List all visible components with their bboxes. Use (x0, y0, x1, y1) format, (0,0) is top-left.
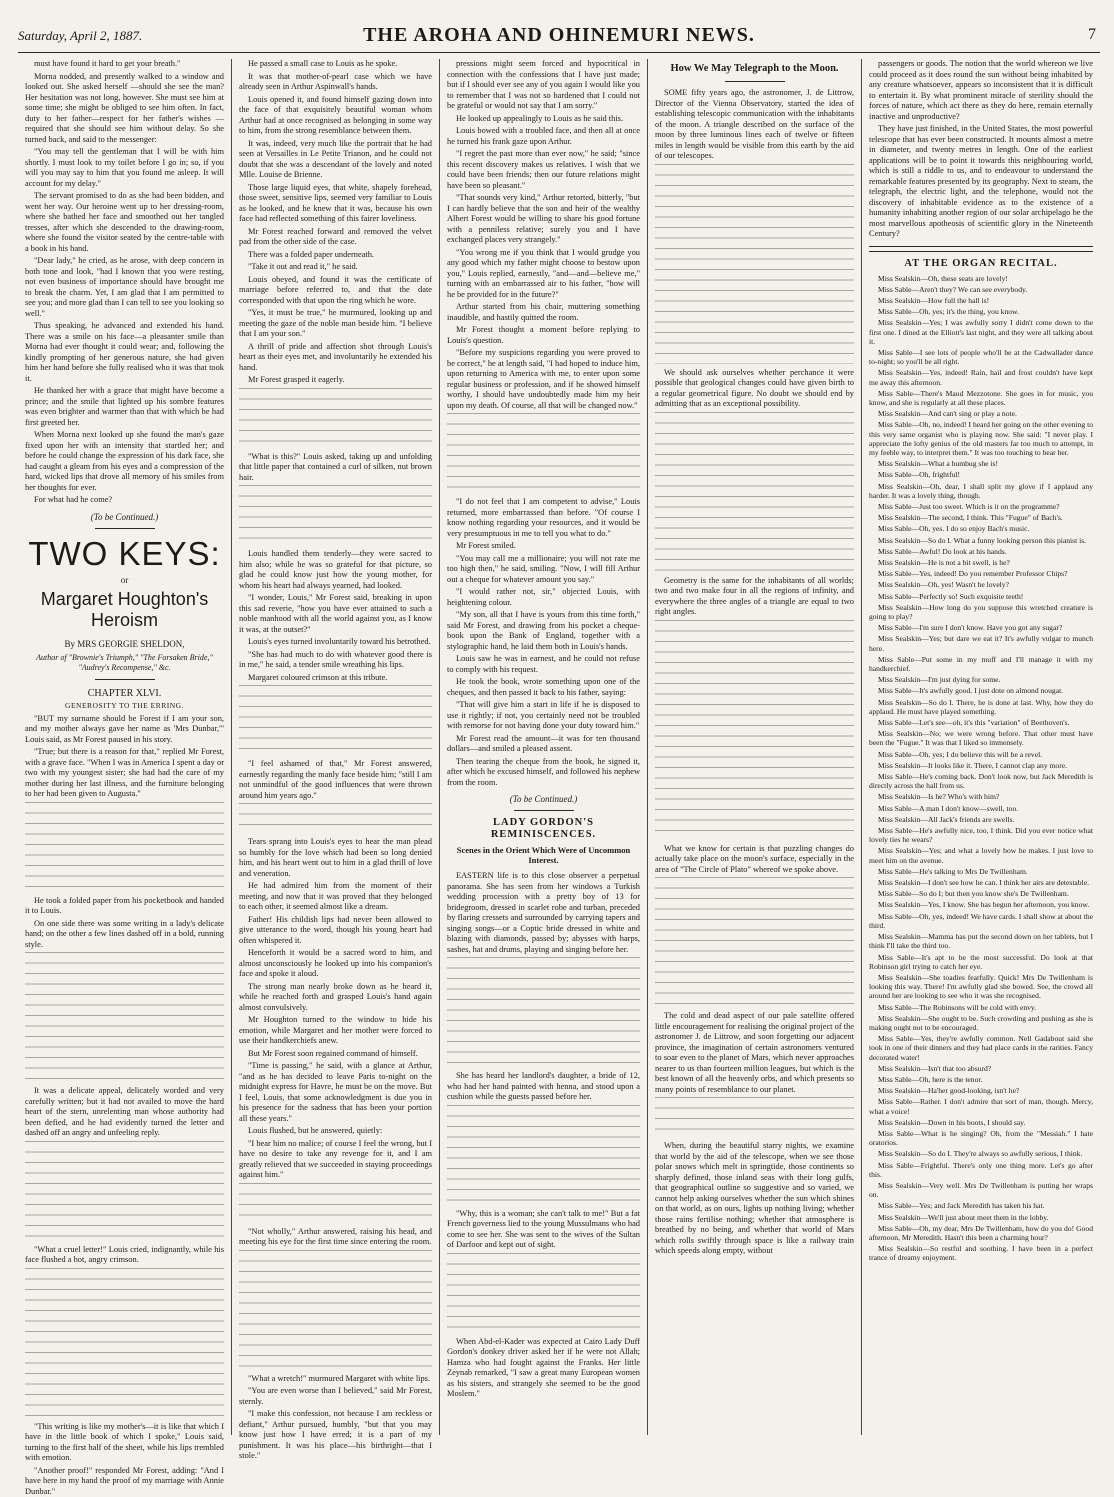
paragraph: "I would rather not, sir," objected Louis, with heightening colour. (447, 587, 640, 608)
paragraph: Mr Forest read the amount—it was for ten thousand dollars—and smiled a pleased assent. (447, 734, 640, 755)
text-lines (239, 388, 432, 448)
text-lines (655, 1097, 854, 1137)
paragraph: "Take it out and read it," he said. (239, 262, 432, 273)
dialogue-line: Miss Sable—It's apt to be the most successful. Do look at that Robinson girl trying to catch her eye. (869, 953, 1093, 971)
paragraph: When Morna next looked up she found the man's gaze fixed upon her with an intensity that startled her; and before he could change the expression of his dark face, she had caught a gleam from his eyes and a compression of the hard, wicked lips that drove all memory of his smiles from her thoughts for ever. (25, 430, 224, 493)
divider (725, 81, 785, 82)
paragraph: Those large liquid eyes, that white, shapely forehead, those sweet, sensitive lips, seemed very familiar to Louis as he looked, and he knew that it was, because his own face had reflected something of this fairer loveliness. (239, 183, 432, 225)
dialogue-line: Miss Sealskin—Mamma has put the second down on her tablets, but I think I'll take the third too. (869, 932, 1093, 950)
paragraph: "Why, this is a woman; she can't talk to me!" But a fat French governess lied to the young Mussulmans who had come to see her. She was sent to the wives of the Sultan of Darfoor and kept out of sight. (447, 1209, 640, 1251)
text-lines (25, 802, 224, 892)
paragraph: It was, indeed, very much like the portrait that he had seen at Versailles in Le Petite Trianon, and he could not doubt that she was a descendant of the lovely and noted Mlle. Louise de Brienne. (239, 139, 432, 181)
dialogue-line: Miss Sable—A man I don't know—swell, too. (869, 804, 1093, 813)
paragraph: passengers or goods. The notion that the world whereon we live could proceed as it does round the sun without being inhabited by any creature whatsoever, appears so inconsistent that it is difficult to entertain it. By what prominent miracle of sterility should the forces of nature, which act there as they do here, remain eternally inactive and unproductive? (869, 59, 1093, 122)
paragraph: Mr Forest smiled. (447, 541, 640, 552)
dialogue-line: Miss Sable—Oh, here is the tenor. (869, 1075, 1093, 1084)
dialogue-line: Miss Sealskin—All Jack's friends are swells. (869, 815, 1093, 824)
masthead (18, 22, 1100, 53)
paragraph: The servant promised to do as she had been bidden, and went her way. Our heroine went up to her dressing-room, where she bathed her face and smoothed out her tangled tresses, after which she descended to the drawing-room, where she found the visitor seated by the centre-table with a book in his hand. (25, 191, 224, 254)
dialogue-line: Miss Sealskin—I don't see how he can. I think her airs are detestable. (869, 878, 1093, 887)
text-lines (239, 685, 432, 755)
paragraph: "Another proof!" responded Mr Forest, adding: "And I have here in my hand the proof of my marriage with Annie Dunbar." (25, 1466, 224, 1497)
paragraph: Arthur started from his chair, muttering something inaudible, and hastily quitted the room. (447, 302, 640, 323)
paragraph: "You may call me a millionaire; you will not rate me too high then," he said, smiling. "Now, I will fill Arthur out a cheque for whatever amount you say." (447, 554, 640, 586)
columns (18, 59, 1100, 1435)
article-subheadline: Scenes in the Orient Which Were of Uncommon Interest. (447, 845, 640, 865)
dialogue-line: Miss Sable—Yes; and Jack Meredith has taken his hat. (869, 1201, 1093, 1210)
paragraph: For what had he come? (25, 495, 224, 506)
paragraph: On one side there was some writing in a lady's delicate hand; on the other a few lines dashed off in a bold, running style. (25, 919, 224, 951)
dialogue-line: Miss Sable—Just too sweet. Which is it on the programme? (869, 502, 1093, 511)
dialogue-line: Miss Sable—Frightful. There's only one thing more. Let's go after this. (869, 1161, 1093, 1179)
dialogue-line: Miss Sealskin—Very well. Mrs De Twillenham is putting her wraps on. (869, 1181, 1093, 1199)
dialogue-line: Miss Sable—The Robinsons will be cold with envy. (869, 1003, 1093, 1012)
paragraph: pressions might seem forced and hypocritical in connection with the confessions that I have just made; but if I should ever see any of you again I would like you to remember that I was not so hardened that I could not be grateful or would not say that I am sorry." (447, 59, 640, 112)
text-lines (447, 1253, 640, 1333)
chapter-heading: CHAPTER XLVI. (25, 688, 224, 699)
text-lines (655, 412, 854, 572)
text-lines (447, 957, 640, 1067)
divider (95, 528, 155, 529)
paragraph: He took a folded paper from his pocketbook and handed it to Louis. (25, 896, 224, 917)
paragraph: "You wrong me if you think that I would grudge you any good which my father might choose to bestow upon you," Louis replied, earnestly, "and—and—believe me," turning with an embarrassed air to his father, "how will he be provided for in the future?" (447, 248, 640, 301)
dialogue-line: Miss Sealskin—So do I. What a funny looking person this pianist is. (869, 536, 1093, 545)
paragraph: Mr Forest thought a moment before replying to Louis's question. (447, 325, 640, 346)
text-lines (239, 485, 432, 545)
dialogue-line: Miss Sealskin—I'm just dying for some. (869, 675, 1093, 684)
paragraph: Louis's eyes turned involuntarily toward his betrothed. (239, 637, 432, 648)
paragraph: What we know for certain is that puzzling changes do actually take place on the moon's surface, especially in the area of "The Circle of Plato" whereof we spoke above. (655, 844, 854, 876)
paragraph: Geometry is the same for the inhabitants of all worlds; two and two make four in all the regions of infinity, and everywhere the three angles of a triangle are equal to two right angles. (655, 576, 854, 618)
paragraph: Louis saw he was in earnest, and he could not refuse to comply with his request. (447, 654, 640, 675)
text-lines (655, 620, 854, 840)
paragraph: Thus speaking, he advanced and extended his hand. There was a smile on his face—a pleasanter smile than Morna had ever thought it could wear; and, following the kindly prompting of her generous nature, she had given him her hand before she fully realised who it was that took it. (25, 321, 224, 384)
dialogue-line: Miss Sable—He's awfully nice, too, I think. Did you ever notice what lovely ties he wears? (869, 826, 1093, 844)
dialogue-line: Miss Sealskin—So do I. They're always so awfully serious, I think. (869, 1149, 1093, 1158)
dialogue-line: Miss Sealskin—The second, I think. This "Fugue" of Bach's. (869, 513, 1093, 522)
text-lines (25, 1141, 224, 1241)
paragraph: "This writing is like my mother's—it is like that which I have in the little book of which I spoke," Louis said, turning to the first half of the sheet, while his lips trembled with emotion. (25, 1422, 224, 1464)
to-be-continued: (To be Continued.) (25, 512, 224, 522)
paragraph: Mr Houghton turned to the window to hide his emotion, while Margaret and her mother were forced to use their handkerchiefs anew. (239, 1015, 432, 1047)
paragraph: "BUT my surname should be Forest if I am your son, and my mother always gave her name as 'Mrs Dunbar,'" Louis said, as Mr Forest paused in his story. (25, 714, 224, 746)
paragraph: Henceforth it would be a sacred word to him, and almost unconsciously he looked up into his companion's face and spoke it aloud. (239, 948, 432, 980)
dialogue-line: Miss Sealskin—We'll just about meet them in the lobby. (869, 1213, 1093, 1222)
text-lines (447, 1105, 640, 1205)
divider (514, 810, 574, 811)
paragraph: must have found it hard to get your breath." (25, 59, 224, 70)
article-headline: LADY GORDON'S REMINISCENCES. (447, 817, 640, 841)
dialogue-line: Miss Sable—Awful! Do look at his hands. (869, 547, 1093, 556)
byline: By MRS GEORGIE SHELDON, (25, 639, 224, 649)
to-be-continued: (To be Continued.) (447, 794, 640, 804)
paragraph: "Yes, it must be true," he murmured, looking up and meeting the gaze of the noble man beside him. "I believe that I am your son." (239, 308, 432, 340)
paragraph: "That sounds very kind," Arthur retorted, bitterly, "but I can hardly believe that the son and heir of the wealthy Albert Forest would be willing to share his good fortune with a penniless relative; surely you and I have exchanged places very strangely." (447, 193, 640, 246)
newspaper-title: THE AROHA AND OHINEMURI NEWS. (18, 24, 1100, 47)
column-5 (862, 59, 1100, 1435)
paragraph: "True; but there is a reason for that," replied Mr Forest, with a grave face. "When I was in America I spent a day or two with my youngest sister; she had had the care of my mother during her last illness, and the furniture belonging to her had been given to Augusta." (25, 747, 224, 800)
dialogue-line: Miss Sealskin—How long do you suppose this wretched creature is going to play? (869, 603, 1093, 621)
author-note: Author of "Brownie's Triumph," "The Forsaken Bride," "Audrey's Recompense," &c. (25, 653, 224, 673)
paragraph: Louis handled them tenderly—they were sacred to him also; while he was so grateful for that picture, so glad he could know just how the young mother, for whom his heart had always yearned, had looked. (239, 549, 432, 591)
dialogue-line: Miss Sable—He's coming back. Don't look now, but Jack Meredith is directly across the hall from us. (869, 772, 1093, 790)
serial-subtitle: Margaret Houghton's Heroism (25, 589, 224, 631)
text-lines (239, 803, 432, 833)
paragraph: They have just finished, in the United States, the most powerful telescope that has ever been constructed. It mounts almost a metre in diameter, and twenty metres in length. One of the earliest applications will be to point it towards this neighbouring world, which is still a riddle to us, and to endeavour to understand the remarkable features presented by its geography. Next to steam, the telegraph, the electric light, and the telephone, would not the discovery of inhabitable evidence as to the existence of a humanity inhabiting another region of our solar archipelago be the most marvellous apotheosis of scientific glory in the Nineteenth Century? (869, 124, 1093, 240)
paragraph: "That will give him a start in life if he is disposed to use it rightly; if not, you certainly need not be troubled with remorse for not having done your duty toward him." (447, 700, 640, 732)
paragraph: Louis obeyed, and found it was the certificate of marriage before referred to, and that the date corresponded with that upon the ring which he wore. (239, 275, 432, 307)
dialogue-line: Miss Sable—Put some in my muff and I'll manage it with my handkerchief. (869, 655, 1093, 673)
paragraph: He thanked her with a grace that might have become a prince; and the smile that lighted up his sombre features was even brighter and warmer than that with which he had first greeted her. (25, 386, 224, 428)
dialogue-line: Miss Sealskin—Yes; I was awfully sorry I didn't come down to the first one. I dined at the Elliott's last night, and they were all talking about it. (869, 318, 1093, 346)
dialogue-line: Miss Sable—Oh, my dear, Mrs De Twillenham, how do you do! Good afternoon, Mr Meredith. Hasn't this been a charming hour? (869, 1224, 1093, 1242)
text-lines (655, 164, 854, 364)
dialogue-line: Miss Sable—Perfectly so! Such exquisite teeth! (869, 592, 1093, 601)
paragraph: "Time is passing," he said, with a glance at Arthur, "and as he has decided to leave Paris to-night on the midnight express for Havre, he must be on the move. But I feel, Louis, that some acknowledgment is due you in his presence for the sadness that has been your portion all these years." (239, 1061, 432, 1124)
text-lines (25, 952, 224, 1082)
dialogue-line: Miss Sable—Let's see—oh, it's this "variation" of Beethoven's. (869, 718, 1093, 727)
dialogue-line: Miss Sealskin—What a humbug she is! (869, 459, 1093, 468)
section-divider (869, 246, 1093, 252)
paragraph: "What a cruel letter!" Louis cried, indignantly, while his face flushed a hot, angry crimson. (25, 1245, 224, 1266)
dialogue-line: Miss Sealskin—So do I. There, he is done at last. Why, how they do applaud. He must have played something. (869, 698, 1093, 716)
text-lines (239, 1183, 432, 1223)
paragraph: We should ask ourselves whether perchance it were possible that geological changes could have given birth to a regular geometrical figure. No doubt we should end by admitting that as an exceptional possibility. (655, 368, 854, 410)
paragraph: He looked up appealingly to Louis as he said this. (447, 114, 640, 125)
paragraph: When Abd-el-Kader was expected at Cairo Lady Duff Gordon's donkey driver asked her if he were not Allah; Hamza who had fought against the Franks. Her little Zeynab remarked, "I saw a great many European women as his sisters, and strangely she seemed to be the good Moslem." (447, 1337, 640, 1400)
paragraph: Mr Forest reached forward and removed the velvet pad from the other side of the case. (239, 227, 432, 248)
divider (95, 679, 155, 680)
dialogue-line: Miss Sable—What is he singing? Oh, from the "Messiah." I hate oratorios. (869, 1129, 1093, 1147)
paragraph: "I bear him no malice; of course I feel the wrong, but I have no desire to take any revenge for it, and I am greatly relieved that we succeeded in staying proceedings against him." (239, 1139, 432, 1181)
column-1 (18, 59, 232, 1435)
paragraph: Louis flushed, but he answered, quietly: (239, 1126, 432, 1137)
page-number: 7 (1088, 26, 1096, 44)
paragraph: Tears sprang into Louis's eyes to hear the man plead so humbly for the love which had been so long denied him, and his heart went out to him in a glad thrill of love and veneration. (239, 837, 432, 879)
paragraph: "You may tell the gentleman that I will be with him shortly. I must look to my toilet before I go in; so, if you will you may say to him that you found me asleep. It will account for my delay." (25, 147, 224, 189)
paragraph: "Dear lady," he cried, as he arose, with deep concern in both tone and look, "had I known that you were resting, not even business of importance should have brought me to break the charm. Yet, I am glad that I am permitted to see you; and more glad than I can tell to see you looking so well." (25, 256, 224, 319)
dialogue-line: Miss Sable—Oh, yes; I do believe this will be a revel. (869, 750, 1093, 759)
paragraph: "What is this?" Louis asked, taking up and unfolding that little paper that contained a curl of silken, nut brown hair. (239, 452, 432, 484)
dialogue-line: Miss Sealskin—Isn't that too absurd? (869, 1064, 1093, 1073)
paragraph: Louis opened it, and found himself gazing down into the face of that exquisitely beautiful woman whom Arthur had at once recognised as belonging in some way to him, from the strong resemblance between them. (239, 95, 432, 137)
dialogue-line: Miss Sable—Oh, yes; it's the thing, you know. (869, 307, 1093, 316)
dialogue-line: Miss Sealskin—Yes; and what a lovely bow he makes. I just love to meet him on the avenue. (869, 846, 1093, 864)
paragraph: It was that mother-of-pearl case which we have already seen in Arthur Aspinwall's hands. (239, 72, 432, 93)
dialogue-line: Miss Sable—Yes, indeed! Do you remember Professor Chips? (869, 569, 1093, 578)
text-lines (447, 413, 640, 493)
dialogue-line: Miss Sable—Oh, yes. I do so enjoy Bach's music. (869, 524, 1093, 533)
dialogue-line: Miss Sealskin—Yes, I know. She has begun her afternoon, you know. (869, 900, 1093, 909)
dialogue-line: Miss Sealskin—He is not a bit swell, is he? (869, 558, 1093, 567)
dialogue-line: Miss Sealskin—Down in his boots, I should say. (869, 1118, 1093, 1127)
paragraph: "Not wholly," Arthur answered, raising his head, and meeting his eye for the first time since entering the room. (239, 1227, 432, 1248)
column-2 (232, 59, 440, 1435)
issue-date: Saturday, April 2, 1887. (18, 28, 142, 44)
dialogue-line: Miss Sealskin—She toadies fearfully. Quick! Mrs De Twillenham is looking this way. There! I'm awfully glad she bowed. See, the crowd all around her are looking to see who it was she recognised. (869, 973, 1093, 1001)
dialogue-line: Miss Sable—Aren't they? We can see everybody. (869, 285, 1093, 294)
article-headline: How We May Telegraph to the Moon. (655, 63, 854, 75)
dialogue-line: Miss Sable—I'm sure I don't know. Have you got any sugar? (869, 623, 1093, 632)
dialogue-line: Miss Sable—Yes, they're awfully common. Nell Gadabout said she took in one of their dinners and they had place cards in the rarities. Fancy decorated water! (869, 1034, 1093, 1062)
dialogue-line: Miss Sealskin—Oh, these seats are lovely! (869, 274, 1093, 283)
paragraph: The strong man nearly broke down as he heard it, while he reached forth and grasped Louis's hand again almost convulsively. (239, 982, 432, 1014)
paragraph: "I wonder, Louis," Mr Forest said, breaking in upon this sad reverie, "how you have ever attained to such a noble manhood with all the world against you, as I know it was, at the outset?" (239, 593, 432, 635)
paragraph: When, during the beautiful starry nights, we examine that world by the aid of the telescope, when we see those polar snows which melt in springtide, those continents so sharply defined, those inland seas with their long gulfs, that geographical outline so suggestive and so varied, we cannot help asking ourselves whether the sun which shines on that world, as on ours, lights up nothing living; whether those rains fertilise nothing; whether that atmosphere is breathed by no being, and whether that world of Mars which rolls swiftly through space is like a railway train which speeds along empty, without (655, 1141, 854, 1257)
paragraph: But Mr Forest soon regained command of himself. (239, 1049, 432, 1060)
dialogue-line: Miss Sable—So do I; but then you know she's De Twillenham. (869, 889, 1093, 898)
paragraph: SOME fifty years ago, the astronomer, J. de Littrow, Director of the Vienna Observatory, started the idea of establishing telescopic communication with the inhabitants of the moon. A triangle described on the surface of the moon by three luminous lines each of twelve or fifteen miles in length would be visible from this earth by the aid of our telescopes. (655, 88, 854, 162)
paragraph: "I do not feel that I am competent to advise," Louis returned, more embarrassed than before. "Of course I know nothing regarding your resources, and it would be very presumptuous in me to tell you what to do." (447, 497, 640, 539)
paragraph: "Before my suspicions regarding you were proved to be correct," he at length said, "I had hoped to induce him, upon returning to America with me, to enter upon some regular business or profession, and if he showed himself worthy, I should have undoubtedly made him my heir upon my death. Of course, all that will be changed now." (447, 348, 640, 411)
dialogue-line: Miss Sealskin—Is he? Who's with him? (869, 792, 1093, 801)
dialogue-line: Miss Sealskin—Oh, dear, I shall split my glove if I applaud any harder. It was a lovely thing, though. (869, 482, 1093, 500)
paragraph: "I make this confession, not because I am reckless or defiant," Arthur pursued, humbly, "but that you may know just how I have erred; it is a part of my punishment. It was his place—his birthright—that I stole." (239, 1409, 432, 1462)
dialogue-line: Miss Sealskin—So restful and soothing. I have been in a perfect trance of dreamy enjoyment. (869, 1244, 1093, 1262)
dialogue-line: Miss Sable—Oh, yes, indeed! We have cards. I shall show at about the third. (869, 912, 1093, 930)
paragraph: EASTERN life is to this close observer a perpetual panorama. She has seen from her windows a Turkish wedding procession with a pretty boy of 13 for bridegroom, dressed in scarlet robe and turban, preceded by flaring cressets and surrounded by carrying tapers and singing songs—or a Coptic bride dressed in white and blazing with diamonds, passed by; abysses with harps, sashes, hat and drums, playing and singing before her. (447, 871, 640, 955)
article-headline: AT THE ORGAN RECITAL. (869, 258, 1093, 270)
text-lines (25, 1268, 224, 1418)
paragraph: "I feel ashamed of that," Mr Forest answered, earnestly regarding the manly face beside him; "still I am not unmindful of the good influences that were thrown around him years ago." (239, 759, 432, 801)
dialogue-line: Miss Sable—Oh, frightful! (869, 470, 1093, 479)
dialogue-line: Miss Sealskin—Ha'her good-looking, isn't he? (869, 1086, 1093, 1095)
dialogue-line: Miss Sealskin—And can't sing or play a note. (869, 409, 1093, 418)
dialogue-line: Miss Sealskin—Yes; but dare we eat it? It's awfully vulgar to munch here. (869, 634, 1093, 652)
dialogue-line: Miss Sable—Rather. I don't admire that sort of man, though. Mercy, what a voice! (869, 1097, 1093, 1115)
dialogue-line: Miss Sealskin—She ought to be. Such crowding and pushing as she is making ought not to be encouraged. (869, 1014, 1093, 1032)
dialogue-line: Miss Sable—There's Maud Mezzotone. She goes in for music, you know, and she is regularly at all these places. (869, 389, 1093, 407)
paragraph: The cold and dead aspect of our pale satellite offered little encouragement for realising the original project of the astronomer J. de Littrow, and soon forgetting our adjacent province, the imagination of certain astronomers ventured to soar even to the planet of Mars, which never approaches nearer to us than fourteen million leagues, but which is the best known of all the heavenly orbs, and which presents so many points of resemblance to our planet. (655, 1011, 854, 1095)
text-lines (239, 1250, 432, 1370)
serial-or: or (25, 575, 224, 585)
text-lines (655, 877, 854, 1007)
dialogue-line: Miss Sable—He's talking to Mrs De Twillenham. (869, 867, 1093, 876)
column-3 (440, 59, 648, 1435)
paragraph: "What a wretch!" murmured Margaret with white lips. (239, 1374, 432, 1385)
dialogue-line: Miss Sealskin—Oh, yes! Wasn't he lovely? (869, 580, 1093, 589)
serial-title: TWO KEYS: (25, 535, 224, 573)
paragraph: "I regret the past more than ever now," he said; "since this recent discovery makes us relatives. I wish that we could have been friends; then our future relations might have been so pleasant." (447, 149, 640, 191)
dialogue-line: Miss Sable—It's awfully good. I just dote on almond nougat. (869, 686, 1093, 695)
paragraph: He took the book, wrote something upon one of the cheques, and then passed it back to his father, saying: (447, 677, 640, 698)
dialogue-line: Miss Sealskin—Yes, indeed! Rain, hail and frost couldn't have kept me away this afternoon. (869, 368, 1093, 386)
paragraph: It was a delicate appeal, delicately worded and very carefully written; but it had not availed to move the hard heart of the stern, unrelenting man whose authority had been defied, and he had evidently turned the letter and dashed off an angry and unfeeling reply. (25, 1086, 224, 1139)
dialogue-line: Miss Sable—Oh, no, indeed! I heard her going on the other evening to this very same organist who is playing now. She said: "I never play. I appreciate the lofty genius of the old masters far too much to attempt, in my feeble way, to interpret them." It was too touching to bear her. (869, 420, 1093, 457)
paragraph: Margaret coloured crimson at this tribute. (239, 673, 432, 684)
dialogue-line: Miss Sealskin—It looks like it. There, I cannot clap any more. (869, 761, 1093, 770)
paragraph: Louis bowed with a troubled face, and then all at once he turned his frank gaze upon Arthur. (447, 126, 640, 147)
paragraph: He had admired him from the moment of their meeting, and now that it was proved that they belonged to each other, it seemed almost like a dream. (239, 881, 432, 913)
dialogue-line: Miss Sable—I see lots of people who'll be at the Cadwallader dance to-night; so you'll be all right. (869, 348, 1093, 366)
paragraph: Mr Forest grasped it eagerly. (239, 375, 432, 386)
dialogue-line: Miss Sealskin—No; we were wrong before. That other must have been the "Fugue." It was that I liked so immensely. (869, 729, 1093, 747)
paragraph: There was a folded paper underneath. (239, 250, 432, 261)
chapter-subheading: GENEROSITY TO THE ERRING. (25, 701, 224, 710)
paragraph: She has heard her landlord's daughter, a bride of 12, who had her hand painted with henna, and stood upon a cushion while the guests passed before her. (447, 1071, 640, 1103)
paragraph: "You are even worse than I believed," said Mr Forest, sternly. (239, 1386, 432, 1407)
paragraph: "My son, all that I have is yours from this time forth," said Mr Forest, and drawing from his pocket a cheque-book upon the Bank of England, together with a stylographic hand, he laid them both in Louis's hands. (447, 610, 640, 652)
column-4 (648, 59, 862, 1435)
paragraph: "She has had much to do with whatever good there is in me," he said, a tender smile wreathing his lips. (239, 650, 432, 671)
paragraph: Morna nodded, and presently walked to a window and looked out. She asked herself —should she see the man? Her hesitation was not long, however. She must see him at some time; she might be obliged to see him often. In fact, duty to her father—respect for her father's wishes — required that she should see him without delay. So she turned back, and said to the messenger: (25, 72, 224, 146)
paragraph: A thrill of pride and affection shot through Louis's heart as their eyes met, and involuntarily he extended his hand. (239, 342, 432, 374)
paragraph: He passed a small case to Louis as he spoke. (239, 59, 432, 70)
dialogue-line: Miss Sealskin—How full the hall is! (869, 296, 1093, 305)
paragraph: Father! His childish lips had never been allowed to give utterance to the word, though his young heart had often whispered it. (239, 915, 432, 947)
paragraph: Then tearing the cheque from the book, he signed it, after which he excused himself, and followed his nephew from the room. (447, 757, 640, 789)
